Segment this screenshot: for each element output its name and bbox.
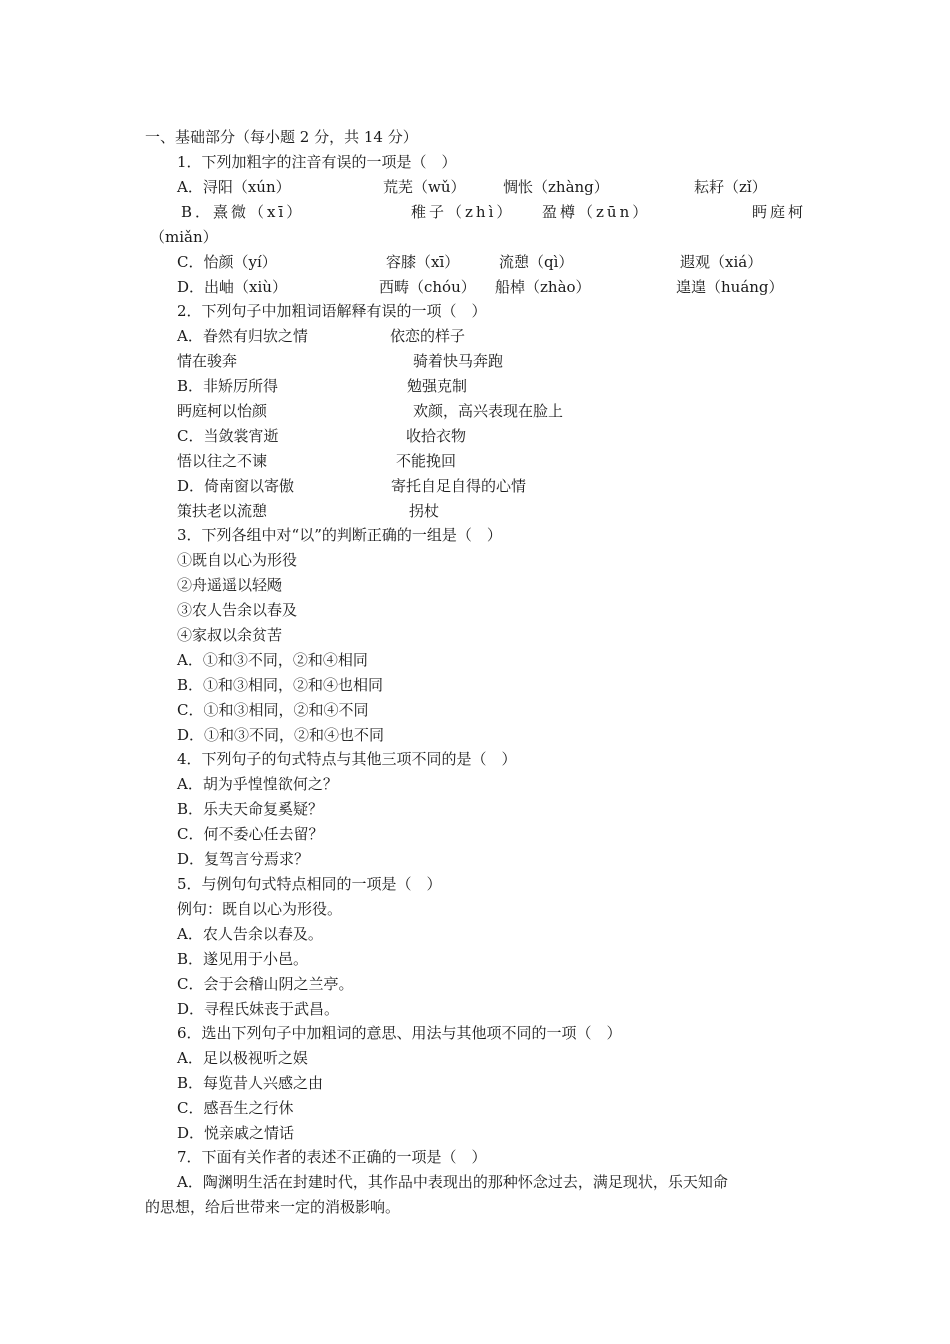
q6-option-d: D．悦亲戚之情话 bbox=[177, 1124, 295, 1142]
q1-b-3: 盈樽（zūn） bbox=[542, 203, 651, 221]
q1-a-2: 荒芜（wǔ） bbox=[383, 178, 466, 196]
q1-d-3: 船棹（zhào） bbox=[495, 278, 591, 296]
q2-row bbox=[177, 426, 677, 446]
q1-a-3: 惆怅（zhàng） bbox=[503, 178, 609, 196]
q1-option-c bbox=[177, 252, 817, 272]
q2-sentence: 悟以往之不谏 bbox=[177, 452, 268, 470]
q2-gloss: 骑着快马奔跑 bbox=[413, 352, 504, 370]
q3-option-b: B．①和③相同，②和④也相同 bbox=[177, 676, 384, 694]
q1-a-4: 耘耔（zǐ） bbox=[694, 178, 767, 196]
q2-gloss: 依恋的样子 bbox=[390, 327, 466, 345]
q1-option-b bbox=[177, 202, 817, 222]
q2-gloss: 寄托自足自得的心情 bbox=[391, 477, 527, 495]
q1-option-d bbox=[177, 277, 817, 297]
q1-b-2: 稚子（zhì） bbox=[411, 203, 515, 221]
q3-item: ①既自以心为形役 bbox=[177, 551, 298, 569]
q7-stem: 7．下面有关作者的表述不正确的一项是（ ） bbox=[177, 1148, 487, 1166]
q1-option-a bbox=[177, 177, 817, 197]
q3-option-d: D．①和③不同，②和④也不同 bbox=[177, 726, 385, 744]
q2-sentence: C．当敛裳宵逝 bbox=[177, 427, 279, 445]
q4-option-d: D．复驾言兮焉求？ bbox=[177, 850, 310, 868]
q5-example: 例句：既自以心为形役。 bbox=[177, 900, 343, 918]
q1-c-3: 流憩（qì） bbox=[499, 253, 574, 271]
q4-option-a: A．胡为乎惶惶欲何之？ bbox=[177, 775, 338, 793]
q2-gloss: 勉强克制 bbox=[407, 377, 468, 395]
q2-row bbox=[177, 326, 677, 346]
q2-gloss: 收拾衣物 bbox=[406, 427, 467, 445]
q2-sentence: D．倚南窗以寄傲 bbox=[177, 477, 295, 495]
q1-stem: 1．下列加粗字的注音有误的一项是（ ） bbox=[177, 153, 457, 171]
q7-option-a-line2: 的思想，给后世带来一定的消极影响。 bbox=[145, 1198, 401, 1216]
q2-sentence: 情在骏奔 bbox=[177, 352, 238, 370]
q2-gloss: 欢颜，高兴表现在脸上 bbox=[413, 402, 564, 420]
q1-option-b-cont: （miǎn） bbox=[150, 228, 218, 246]
q2-sentence: 策扶老以流憩 bbox=[177, 502, 268, 520]
q5-option-b: B．遂见用于小邑。 bbox=[177, 950, 309, 968]
q2-gloss: 不能挽回 bbox=[396, 452, 457, 470]
q2-row bbox=[177, 451, 677, 471]
q1-c-4: 遐观（xiá） bbox=[680, 253, 763, 271]
q2-gloss: 拐杖 bbox=[409, 502, 440, 520]
q1-c-2: 容膝（xī） bbox=[386, 253, 460, 271]
q3-item: ③农人告余以春及 bbox=[177, 601, 298, 619]
q3-item: ④家叔以余贫苦 bbox=[177, 626, 283, 644]
q5-option-d: D．寻程氏妹丧于武昌。 bbox=[177, 1000, 340, 1018]
q4-stem: 4．下列句子的句式特点与其他三项不同的是（ ） bbox=[177, 750, 517, 768]
q2-sentence: 眄庭柯以怡颜 bbox=[177, 402, 268, 420]
q2-row bbox=[177, 351, 677, 371]
q7-option-a-line1: A．陶渊明生活在封建时代，其作品中表现出的那种怀念过去，满足现状，乐天知命 bbox=[177, 1173, 728, 1191]
q1-c-1: C．怡颜（yí） bbox=[177, 253, 277, 271]
q2-sentence: A．眷然有归欤之情 bbox=[177, 327, 308, 345]
q3-item: ②舟遥遥以轻飏 bbox=[177, 576, 283, 594]
q5-option-c: C．会于会稽山阴之兰亭。 bbox=[177, 975, 354, 993]
q4-option-c: C．何不委心任去留？ bbox=[177, 825, 324, 843]
q2-row bbox=[177, 401, 677, 421]
q1-b-1: B．熹微（xī） bbox=[181, 203, 305, 221]
q6-option-c: C．感吾生之行休 bbox=[177, 1099, 294, 1117]
q1-a-1: A．浔阳（xún） bbox=[177, 178, 291, 196]
q3-option-c: C．①和③相同，②和④不同 bbox=[177, 701, 369, 719]
q1-d-2: 西畴（chóu） bbox=[379, 278, 476, 296]
q5-option-a: A．农人告余以春及。 bbox=[177, 925, 323, 943]
q4-option-b: B．乐夫天命复奚疑？ bbox=[177, 800, 324, 818]
q1-b-4: 眄庭柯 bbox=[752, 203, 807, 221]
section-title: 一、基础部分（每小题 2 分，共 14 分） bbox=[145, 128, 418, 146]
q2-sentence: B．非矫厉所得 bbox=[177, 377, 279, 395]
q3-option-a: A．①和③不同，②和④相同 bbox=[177, 651, 368, 669]
q1-d-4: 遑遑（huáng） bbox=[676, 278, 784, 296]
q1-d-1: D．出岫（xiù） bbox=[177, 278, 287, 296]
q2-row bbox=[177, 501, 677, 521]
q3-stem: 3．下列各组中对“以”的判断正确的一组是（ ） bbox=[177, 526, 502, 544]
q2-row bbox=[177, 476, 677, 496]
q2-stem: 2．下列句子中加粗词语解释有误的一项（ ） bbox=[177, 302, 487, 320]
q6-option-a: A．足以极视听之娱 bbox=[177, 1049, 308, 1067]
q6-option-b: B．每览昔人兴感之由 bbox=[177, 1074, 324, 1092]
q2-row bbox=[177, 376, 677, 396]
q5-stem: 5．与例句句式特点相同的一项是（ ） bbox=[177, 875, 442, 893]
q6-stem: 6．选出下列句子中加粗词的意思、用法与其他项不同的一项（ ） bbox=[177, 1024, 622, 1042]
